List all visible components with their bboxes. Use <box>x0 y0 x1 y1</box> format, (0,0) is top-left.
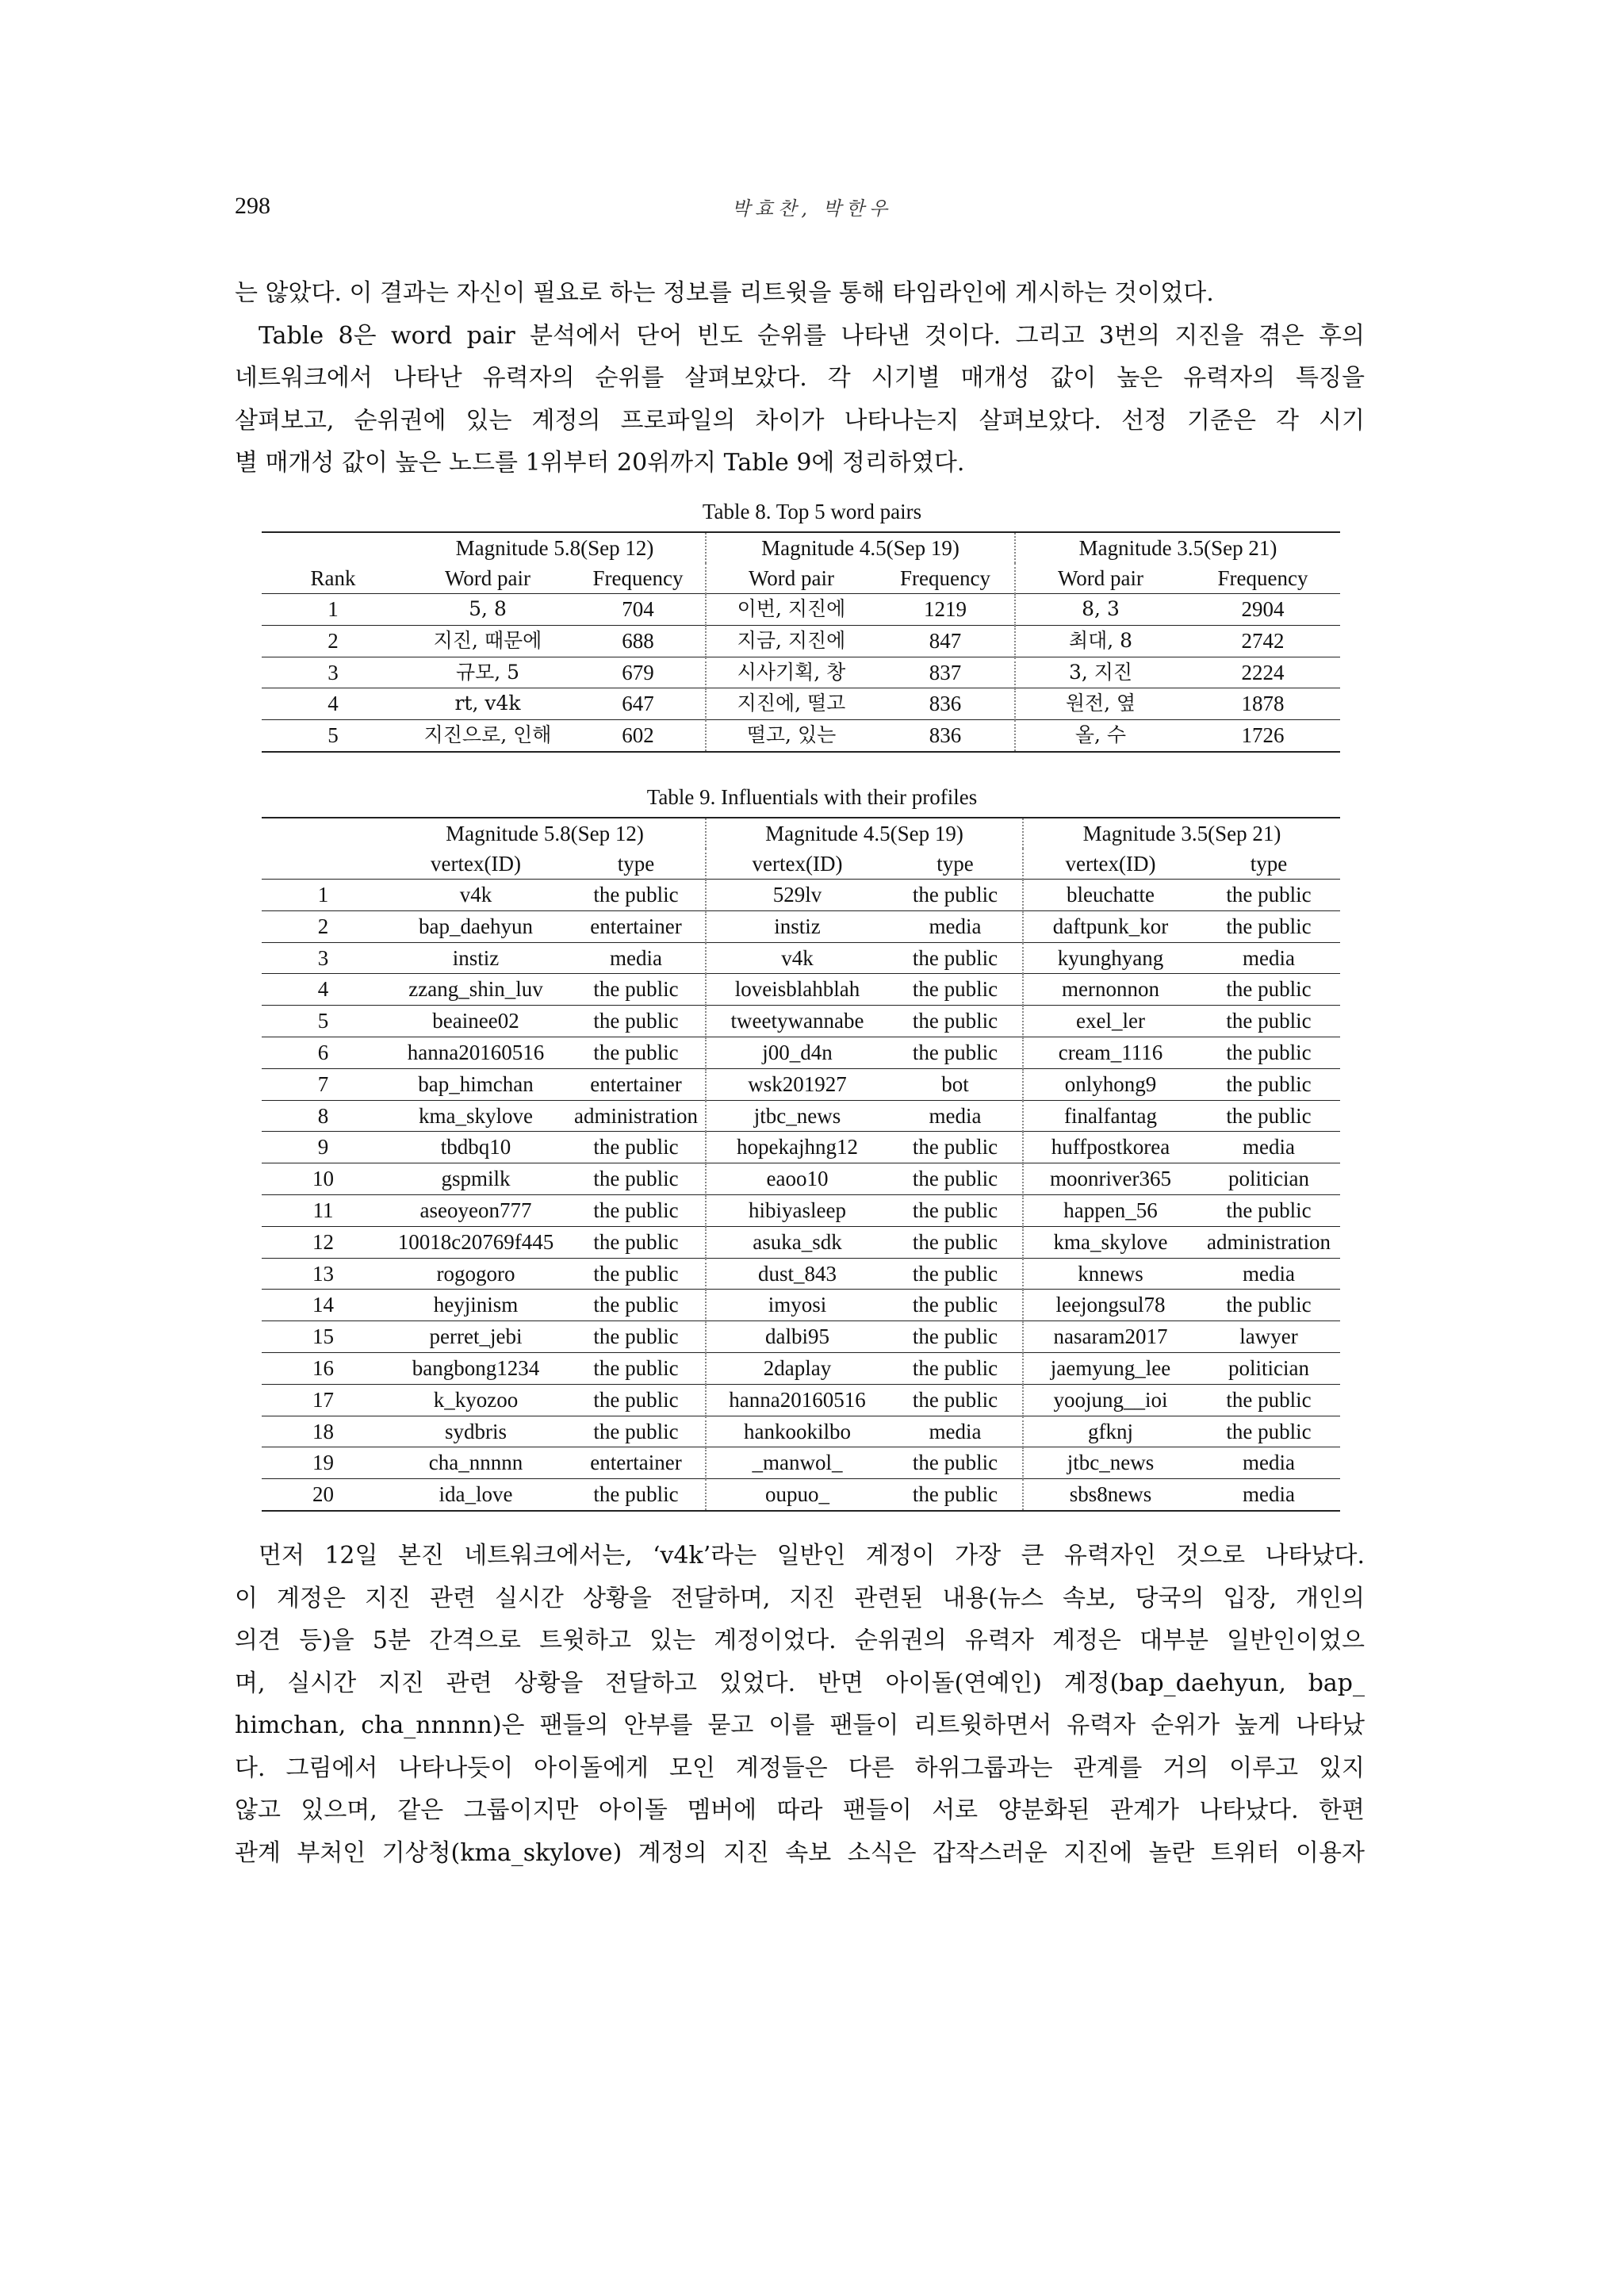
body-line-4: 며, 실시간 지진 관련 상황을 전달하고 있었다. 반면 아이돌(연예인) 계정(bap_daehyun, bap_ <box>235 1669 1365 1697</box>
table9-row <box>262 1258 1340 1290</box>
vertex-cell: kma_skylove <box>1023 1226 1197 1258</box>
type-cell: media <box>1197 1132 1340 1163</box>
vertex-cell: hankookilbo <box>706 1416 888 1447</box>
type-cell: the public <box>888 1479 1023 1511</box>
rank-cell: 3 <box>262 942 385 974</box>
table8-group-2: Magnitude 4.5(Sep 19) <box>706 532 1015 563</box>
rank-cell: 20 <box>262 1479 385 1511</box>
type-cell: media <box>1197 1258 1340 1290</box>
word-pair-cell: 지진으로, 인해 <box>404 720 571 752</box>
type-cell: media <box>888 1416 1023 1447</box>
table9-row <box>262 1384 1340 1416</box>
type-cell: media <box>1197 1447 1340 1479</box>
word-pair-cell: 떨고, 있는 <box>706 720 876 752</box>
type-cell: the public <box>1197 1068 1340 1100</box>
table9-row <box>262 1447 1340 1479</box>
table9-caption: Table 9. Influentials with their profiles <box>646 785 978 809</box>
vertex-cell: gspmilk <box>385 1163 567 1195</box>
rank-cell: 11 <box>262 1194 385 1226</box>
vertex-cell: instiz <box>385 942 567 974</box>
rank-cell: 1 <box>262 880 385 911</box>
table8-group-3: Magnitude 3.5(Sep 21) <box>1015 532 1340 563</box>
table8-word-header-3: Word pair <box>1015 563 1185 594</box>
frequency-cell: 1878 <box>1185 688 1340 720</box>
table9-row <box>262 1416 1340 1447</box>
rank-cell: 9 <box>262 1132 385 1163</box>
table9-row <box>262 1479 1340 1511</box>
table8-blank <box>262 532 404 563</box>
table9-row <box>262 1226 1340 1258</box>
type-cell: the public <box>888 942 1023 974</box>
vertex-cell: hanna20160516 <box>706 1384 888 1416</box>
type-cell: the public <box>567 1416 706 1447</box>
intro-line-5: 별 매개성 값이 높은 노드를 1위부터 20위까지 Table 9에 정리하였다. <box>235 449 965 477</box>
table9-blank <box>262 818 385 849</box>
word-pair-cell: 지진에, 떨고 <box>706 688 876 720</box>
vertex-cell: hibiyasleep <box>706 1194 888 1226</box>
type-cell: media <box>567 942 706 974</box>
type-cell: entertainer <box>567 1447 706 1479</box>
frequency-cell: 2224 <box>1185 657 1340 688</box>
table9-row <box>262 1290 1340 1321</box>
type-cell: the public <box>888 974 1023 1006</box>
rank-cell: 18 <box>262 1416 385 1447</box>
frequency-cell: 836 <box>876 720 1015 752</box>
vertex-cell: finalfantag <box>1023 1100 1197 1132</box>
frequency-cell: 688 <box>571 625 706 657</box>
table8-header-row <box>262 563 1340 594</box>
type-cell: media <box>888 1100 1023 1132</box>
type-cell: administration <box>567 1100 706 1132</box>
table8-freq-header-2: Frequency <box>876 563 1015 594</box>
vertex-cell: onlyhong9 <box>1023 1068 1197 1100</box>
vertex-cell: leejongsul78 <box>1023 1290 1197 1321</box>
intro-paragraph <box>235 272 1365 485</box>
table8-group-row <box>262 532 1340 563</box>
table9-row <box>262 1163 1340 1195</box>
vertex-cell: j00_d4n <box>706 1037 888 1068</box>
intro-line-4: 살펴보고, 순위권에 있는 계정의 프로파일의 차이가 나타나는지 살펴보았다. 선정 기준은 각 시기 <box>235 406 1365 435</box>
rank-cell: 8 <box>262 1100 385 1132</box>
type-cell: the public <box>567 1163 706 1195</box>
type-cell: the public <box>888 1447 1023 1479</box>
table9-row <box>262 1352 1340 1384</box>
vertex-cell: v4k <box>385 880 567 911</box>
word-pair-cell: 규모, 5 <box>404 657 571 688</box>
frequency-cell: 1726 <box>1185 720 1340 752</box>
type-cell: the public <box>888 1132 1023 1163</box>
vertex-cell: daftpunk_kor <box>1023 910 1197 942</box>
vertex-cell: kma_skylove <box>385 1100 567 1132</box>
vertex-cell: knnews <box>1023 1258 1197 1290</box>
table9-group-row <box>262 818 1340 849</box>
type-cell: the public <box>1197 1100 1340 1132</box>
table9-vertex-header-3: vertex(ID) <box>1023 849 1197 880</box>
type-cell: politician <box>1197 1352 1340 1384</box>
type-cell: the public <box>567 880 706 911</box>
vertex-cell: jaemyung_lee <box>1023 1352 1197 1384</box>
rank-cell: 13 <box>262 1258 385 1290</box>
type-cell: the public <box>888 1226 1023 1258</box>
type-cell: the public <box>1197 1037 1340 1068</box>
table8-word-header-1: Word pair <box>404 563 571 594</box>
table9-row <box>262 942 1340 974</box>
running-head: 박효찬, 박한우 <box>731 197 893 220</box>
vertex-cell: jtbc_news <box>1023 1447 1197 1479</box>
frequency-cell: 837 <box>876 657 1015 688</box>
table9-row <box>262 910 1340 942</box>
type-cell: media <box>1197 942 1340 974</box>
table9 <box>262 817 1340 1512</box>
vertex-cell: dust_843 <box>706 1258 888 1290</box>
table8-freq-header-1: Frequency <box>571 563 706 594</box>
vertex-cell: sbs8news <box>1023 1479 1197 1511</box>
type-cell: the public <box>1197 910 1340 942</box>
table9-type-header-2: type <box>888 849 1023 880</box>
table8-row <box>262 720 1340 752</box>
table9-vertex-header-1: vertex(ID) <box>385 849 567 880</box>
table8 <box>262 531 1340 753</box>
type-cell: the public <box>1197 1006 1340 1037</box>
vertex-cell: ida_love <box>385 1479 567 1511</box>
vertex-cell: oupuo_ <box>706 1479 888 1511</box>
table8-row <box>262 625 1340 657</box>
type-cell: the public <box>888 1384 1023 1416</box>
type-cell: the public <box>1197 1290 1340 1321</box>
vertex-cell: kyunghyang <box>1023 942 1197 974</box>
table9-vertex-header-2: vertex(ID) <box>706 849 888 880</box>
page-number: 298 <box>235 193 270 219</box>
word-pair-cell: 3, 지진 <box>1015 657 1185 688</box>
rank-cell: 7 <box>262 1068 385 1100</box>
rank-cell: 16 <box>262 1352 385 1384</box>
vertex-cell: beainee02 <box>385 1006 567 1037</box>
vertex-cell: tweetywannabe <box>706 1006 888 1037</box>
rank-cell: 12 <box>262 1226 385 1258</box>
vertex-cell: hanna20160516 <box>385 1037 567 1068</box>
table8-group-1: Magnitude 5.8(Sep 12) <box>404 532 706 563</box>
type-cell: the public <box>567 1290 706 1321</box>
type-cell: the public <box>567 1384 706 1416</box>
vertex-cell: bap_daehyun <box>385 910 567 942</box>
rank-cell: 6 <box>262 1037 385 1068</box>
word-pair-cell: 8, 3 <box>1015 594 1185 626</box>
vertex-cell: _manwol_ <box>706 1447 888 1479</box>
rank-cell: 1 <box>262 594 404 626</box>
type-cell: the public <box>888 1258 1023 1290</box>
frequency-cell: 1219 <box>876 594 1015 626</box>
table9-row <box>262 1132 1340 1163</box>
rank-cell: 10 <box>262 1163 385 1195</box>
table8-freq-header-3: Frequency <box>1185 563 1340 594</box>
vertex-cell: k_kyozoo <box>385 1384 567 1416</box>
rank-cell: 2 <box>262 625 404 657</box>
type-cell: the public <box>1197 1194 1340 1226</box>
word-pair-cell: 5, 8 <box>404 594 571 626</box>
vertex-cell: 529lv <box>706 880 888 911</box>
type-cell: the public <box>1197 880 1340 911</box>
vertex-cell: zzang_shin_luv <box>385 974 567 1006</box>
type-cell: the public <box>1197 1416 1340 1447</box>
type-cell: lawyer <box>1197 1321 1340 1353</box>
type-cell: the public <box>888 880 1023 911</box>
word-pair-cell: rt, v4k <box>404 688 571 720</box>
table8-caption: Table 8. Top 5 word pairs <box>702 500 922 523</box>
word-pair-cell: 올, 수 <box>1015 720 1185 752</box>
vertex-cell: perret_jebi <box>385 1321 567 1353</box>
table8-row <box>262 657 1340 688</box>
type-cell: the public <box>567 974 706 1006</box>
type-cell: administration <box>1197 1226 1340 1258</box>
vertex-cell: bleuchatte <box>1023 880 1197 911</box>
table9-group-1: Magnitude 5.8(Sep 12) <box>385 818 706 849</box>
table8-word-header-2: Word pair <box>706 563 876 594</box>
type-cell: the public <box>888 1321 1023 1353</box>
vertex-cell: sydbris <box>385 1416 567 1447</box>
type-cell: the public <box>888 1290 1023 1321</box>
table9-group-2: Magnitude 4.5(Sep 19) <box>706 818 1023 849</box>
vertex-cell: bangbong1234 <box>385 1352 567 1384</box>
type-cell: the public <box>567 1226 706 1258</box>
intro-line-2: Table 8은 word pair 분석에서 단어 빈도 순위를 나타낸 것이다. 그리고 3번의 지진을 겪은 후의 <box>259 321 1365 350</box>
type-cell: the public <box>888 1163 1023 1195</box>
body-line-7: 않고 있으며, 같은 그룹이지만 아이돌 멤버에 따라 팬들이 서로 양분화된 관계가 나타났다. 한편 <box>235 1796 1365 1824</box>
type-cell: media <box>888 910 1023 942</box>
body-line-2: 이 계정은 지진 관련 실시간 상황을 전달하며, 지진 관련된 내용(뉴스 속보, 당국의 입장, 개인의 <box>235 1584 1365 1612</box>
table9-row <box>262 1321 1340 1353</box>
vertex-cell: cha_nnnnn <box>385 1447 567 1479</box>
frequency-cell: 847 <box>876 625 1015 657</box>
vertex-cell: wsk201927 <box>706 1068 888 1100</box>
type-cell: the public <box>567 1479 706 1511</box>
table9-rank-header <box>262 849 385 880</box>
type-cell: the public <box>567 1352 706 1384</box>
body-paragraph <box>235 1535 1365 1874</box>
word-pair-cell: 이번, 지진에 <box>706 594 876 626</box>
word-pair-cell: 원전, 옆 <box>1015 688 1185 720</box>
vertex-cell: mernonnon <box>1023 974 1197 1006</box>
rank-cell: 2 <box>262 910 385 942</box>
type-cell: the public <box>567 1006 706 1037</box>
word-pair-cell: 최대, 8 <box>1015 625 1185 657</box>
type-cell: the public <box>567 1132 706 1163</box>
vertex-cell: aseoyeon777 <box>385 1194 567 1226</box>
vertex-cell: gfknj <box>1023 1416 1197 1447</box>
vertex-cell: dalbi95 <box>706 1321 888 1353</box>
vertex-cell: rogogoro <box>385 1258 567 1290</box>
type-cell: the public <box>888 1006 1023 1037</box>
type-cell: politician <box>1197 1163 1340 1195</box>
table9-type-header-3: type <box>1197 849 1340 880</box>
vertex-cell: hopekajhng12 <box>706 1132 888 1163</box>
type-cell: bot <box>888 1068 1023 1100</box>
table9-group-3: Magnitude 3.5(Sep 21) <box>1023 818 1340 849</box>
rank-cell: 15 <box>262 1321 385 1353</box>
vertex-cell: yoojung__ioi <box>1023 1384 1197 1416</box>
frequency-cell: 679 <box>571 657 706 688</box>
type-cell: the public <box>1197 974 1340 1006</box>
vertex-cell: huffpostkorea <box>1023 1132 1197 1163</box>
table9-row <box>262 1006 1340 1037</box>
rank-cell: 4 <box>262 688 404 720</box>
frequency-cell: 2904 <box>1185 594 1340 626</box>
frequency-cell: 647 <box>571 688 706 720</box>
rank-cell: 5 <box>262 720 404 752</box>
rank-cell: 3 <box>262 657 404 688</box>
vertex-cell: jtbc_news <box>706 1100 888 1132</box>
frequency-cell: 836 <box>876 688 1015 720</box>
table8-row <box>262 688 1340 720</box>
type-cell: the public <box>888 1037 1023 1068</box>
body-line-6: 다. 그림에서 나타나듯이 아이돌에게 모인 계정들은 다른 하위그룹과는 관계를 거의 이루고 있지 <box>235 1754 1365 1782</box>
vertex-cell: bap_himchan <box>385 1068 567 1100</box>
vertex-cell: tbdbq10 <box>385 1132 567 1163</box>
frequency-cell: 704 <box>571 594 706 626</box>
table9-row <box>262 1068 1340 1100</box>
vertex-cell: moonriver365 <box>1023 1163 1197 1195</box>
vertex-cell: v4k <box>706 942 888 974</box>
table8-row <box>262 594 1340 626</box>
vertex-cell: instiz <box>706 910 888 942</box>
vertex-cell: nasaram2017 <box>1023 1321 1197 1353</box>
table9-row <box>262 880 1340 911</box>
vertex-cell: happen_56 <box>1023 1194 1197 1226</box>
intro-line-1: 는 않았다. 이 결과는 자신이 필요로 하는 정보를 리트윗을 통해 타임라인에 게시하는 것이었다. <box>235 279 1214 307</box>
intro-line-3: 네트워크에서 나타난 유력자의 순위를 살펴보았다. 각 시기별 매개성 값이 높은 유력자의 특징을 <box>235 364 1365 392</box>
rank-cell: 5 <box>262 1006 385 1037</box>
type-cell: the public <box>1197 1384 1340 1416</box>
body-line-5: himchan, cha_nnnnn)은 팬들의 안부를 묻고 이를 팬들이 리트윗하면서 유력자 순위가 높게 나타났 <box>235 1711 1365 1739</box>
body-line-1: 먼저 12일 본진 네트워크에서는, ‘v4k’라는 일반인 계정이 가장 큰 유력자인 것으로 나타났다. <box>259 1542 1365 1570</box>
table9-row <box>262 1194 1340 1226</box>
type-cell: the public <box>567 1321 706 1353</box>
frequency-cell: 602 <box>571 720 706 752</box>
frequency-cell: 2742 <box>1185 625 1340 657</box>
table9-type-header-1: type <box>567 849 706 880</box>
type-cell: entertainer <box>567 1068 706 1100</box>
type-cell: the public <box>888 1194 1023 1226</box>
table9-header-row <box>262 849 1340 880</box>
rank-cell: 14 <box>262 1290 385 1321</box>
vertex-cell: cream_1116 <box>1023 1037 1197 1068</box>
word-pair-cell: 지금, 지진에 <box>706 625 876 657</box>
vertex-cell: heyjinism <box>385 1290 567 1321</box>
table9-row <box>262 1100 1340 1132</box>
vertex-cell: 2daplay <box>706 1352 888 1384</box>
vertex-cell: 10018c20769f445 <box>385 1226 567 1258</box>
table9-row <box>262 974 1340 1006</box>
body-line-8: 관계 부처인 기상청(kma_skylove) 계정의 지진 속보 소식은 갑작스러운 지진에 놀란 트위터 이용자 <box>235 1838 1365 1867</box>
rank-cell: 4 <box>262 974 385 1006</box>
type-cell: the public <box>567 1037 706 1068</box>
table9-row <box>262 1037 1340 1068</box>
rank-cell: 17 <box>262 1384 385 1416</box>
type-cell: the public <box>567 1258 706 1290</box>
type-cell: the public <box>888 1352 1023 1384</box>
word-pair-cell: 지진, 때문에 <box>404 625 571 657</box>
vertex-cell: loveisblahblah <box>706 974 888 1006</box>
type-cell: media <box>1197 1479 1340 1511</box>
vertex-cell: imyosi <box>706 1290 888 1321</box>
table8-rank-header: Rank <box>262 563 404 594</box>
vertex-cell: asuka_sdk <box>706 1226 888 1258</box>
vertex-cell: eaoo10 <box>706 1163 888 1195</box>
vertex-cell: exel_ler <box>1023 1006 1197 1037</box>
type-cell: entertainer <box>567 910 706 942</box>
body-line-3: 의견 등)을 5분 간격으로 트윗하고 있는 계정이었다. 순위권의 유력자 계정은 대부분 일반인이었으 <box>235 1627 1365 1654</box>
rank-cell: 19 <box>262 1447 385 1479</box>
type-cell: the public <box>567 1194 706 1226</box>
word-pair-cell: 시사기획, 창 <box>706 657 876 688</box>
